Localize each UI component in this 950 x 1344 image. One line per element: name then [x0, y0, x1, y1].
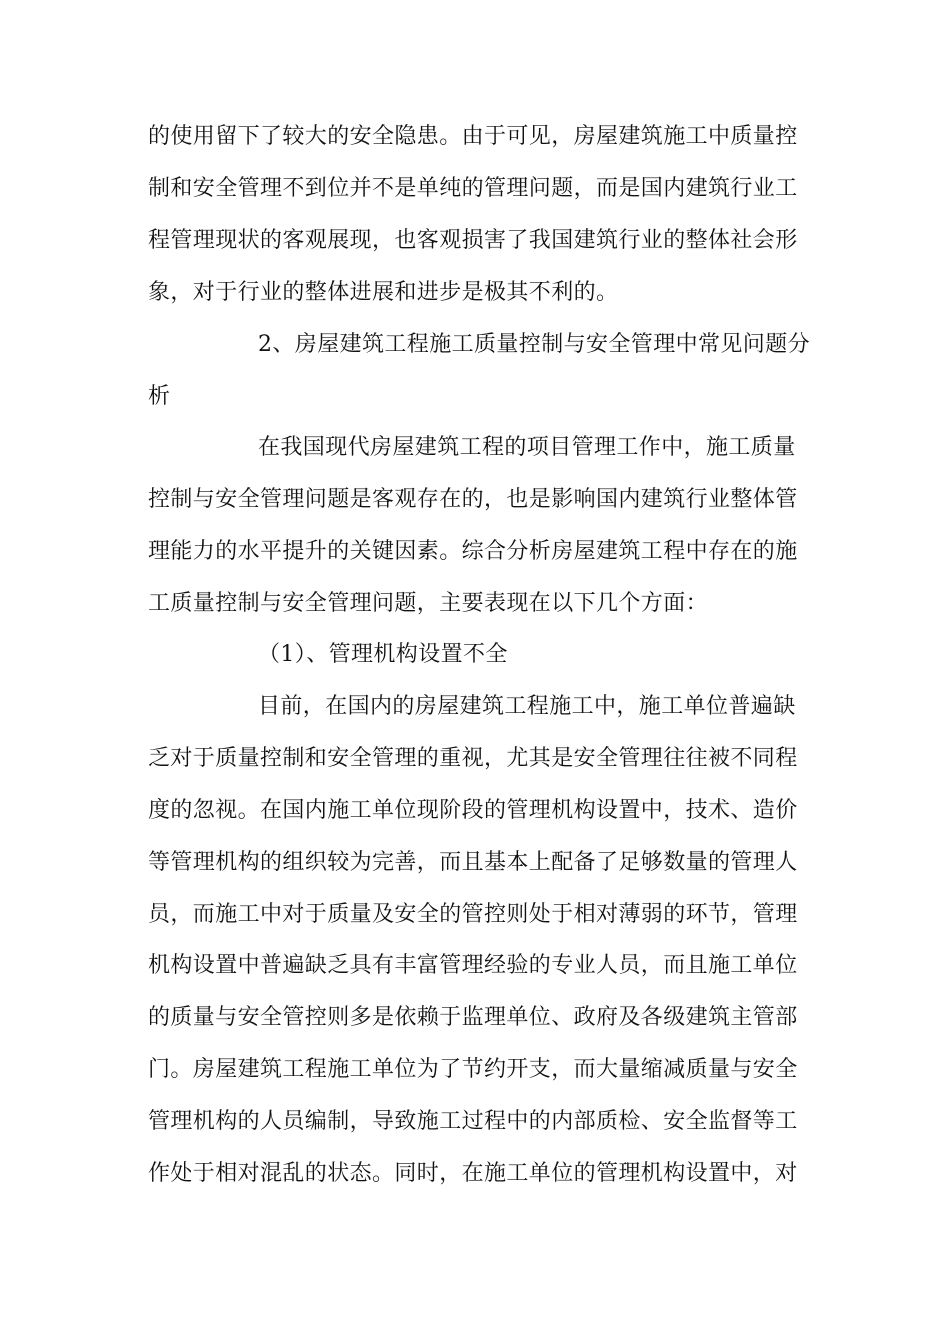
text-line: 机构设置中普遍缺乏具有丰富管理经验的专业人员，而且施工单位	[148, 953, 798, 978]
text-line: 门。房屋建筑工程施工单位为了节约开支，而大量缩减质量与安全	[148, 1057, 798, 1082]
text-line: 程管理现状的客观展现，也客观损害了我国建筑行业的整体社会形	[148, 228, 798, 253]
text-line: 控制与安全管理问题是客观存在的，也是影响国内建筑行业整体管	[148, 487, 798, 512]
text-line: 工质量控制与安全管理问题，主要表现在以下几个方面：	[148, 591, 709, 616]
text-line: 理能力的水平提升的关键因素。综合分析房屋建筑工程中存在的施	[148, 539, 798, 564]
text-line: 度的忽视。在国内施工单位现阶段的管理机构设置中，技术、造价	[148, 798, 798, 823]
text-line: 员，而施工中对于质量及安全的管控则处于相对薄弱的环节，管理	[148, 902, 798, 927]
text-line: 作处于相对混乱的状态。同时，在施工单位的管理机构设置中，对	[148, 1161, 798, 1186]
section-heading-continuation: 析	[148, 384, 171, 409]
text-line: 的使用留下了较大的安全隐患。由于可见，房屋建筑施工中质量控	[148, 124, 798, 149]
text-line: 的质量与安全管控则多是依赖于监理单位、政府及各级建筑主管部	[148, 1005, 798, 1030]
text-line: 在我国现代房屋建筑工程的项目管理工作中，施工质量	[258, 435, 796, 460]
text-line: 管理机构的人员编制，导致施工过程中的内部质检、安全监督等工	[148, 1109, 798, 1134]
text-line: 等管理机构的组织较为完善，而且基本上配备了足够数量的管理人	[148, 850, 798, 875]
section-heading: 2、房屋建筑工程施工质量控制与安全管理中常见问题分	[258, 332, 810, 357]
text-line: 制和安全管理不到位并不是单纯的管理问题，而是国内建筑行业工	[148, 176, 798, 201]
subsection-heading: （1）、管理机构设置不全	[258, 642, 508, 667]
text-line: 乏对于质量控制和安全管理的重视，尤其是安全管理往往被不同程	[148, 746, 798, 771]
text-line: 目前，在国内的房屋建筑工程施工中，施工单位普遍缺	[258, 694, 796, 719]
text-line: 象，对于行业的整体进展和进步是极其不利的。	[148, 280, 619, 305]
